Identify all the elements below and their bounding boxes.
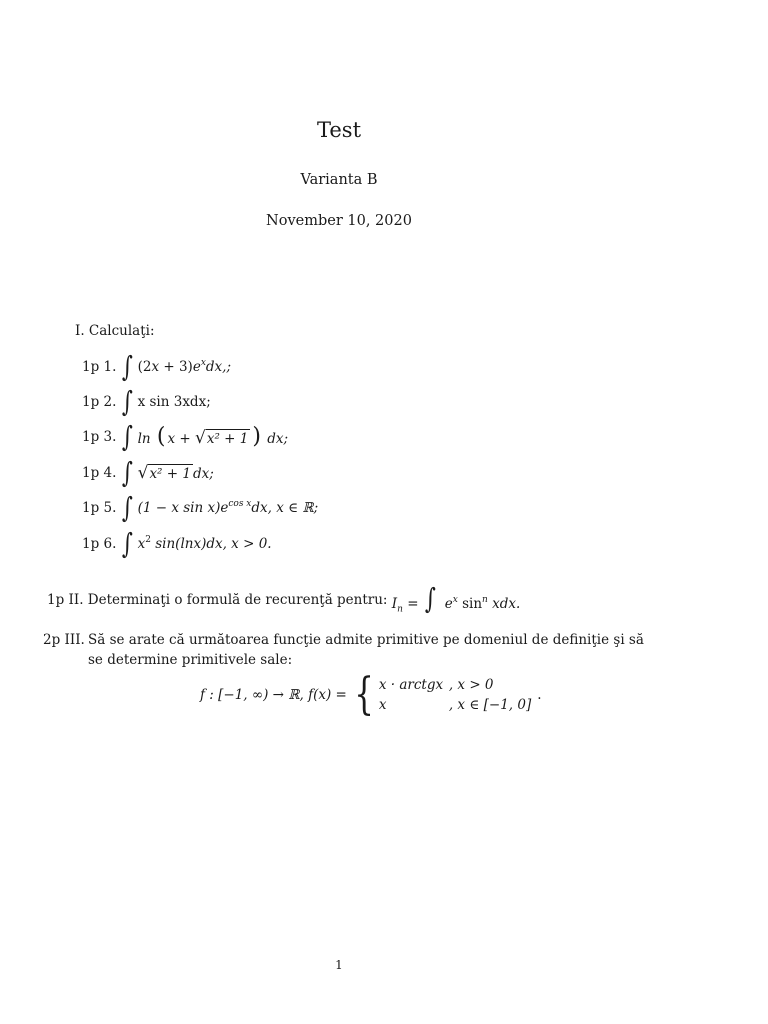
exercise-2 — [82, 387, 211, 417]
case-row: x , x ∈ [−1, 0] — [378, 697, 532, 713]
sqrt-icon: √ x² + 1 — [137, 463, 191, 484]
document-date: November 10, 2020 — [266, 213, 412, 229]
section-2-formula: $I_n$ = ∫ $e^x$ $\sin^n$ xdx. — [391, 582, 521, 616]
integral-sign-icon: ∫ — [121, 527, 133, 560]
exercise-1-points: 1p 1. — [82, 359, 117, 375]
page-number: 1 — [335, 958, 343, 972]
integral-sign-icon: ∫ — [121, 385, 133, 418]
exercise-4 — [82, 458, 214, 488]
exercise-6 — [82, 529, 272, 559]
exercise-5-points: 1p 5. — [82, 500, 117, 516]
right-paren-icon: ) — [252, 424, 261, 449]
section-3-text: Să se arate că următoarea funcţie admite primitive pe domeniul de definiţie şi să se determine primitivele sale: — [88, 632, 644, 668]
section-3 — [43, 630, 658, 670]
integral-sign-icon: ∫ — [121, 456, 133, 489]
integral-sign-icon: ∫ — [424, 582, 436, 616]
exercise-4-points: 1p 4. — [82, 465, 117, 481]
exercise-1 — [82, 352, 231, 382]
section-3-label: 2p III. — [43, 632, 85, 648]
exercise-2-expression: x sin 3xdx; — [137, 394, 211, 410]
function-definition — [200, 669, 542, 720]
document-title: Test — [316, 118, 362, 142]
exercise-1-expression: $(2x + 3)e^xdx$,; — [137, 358, 232, 375]
exercise-3-points: 1p 3. — [82, 429, 117, 445]
exercise-6-expression: $x^2$ sin(lnx)dx, x > 0. — [137, 535, 272, 552]
function-trailing: . — [537, 687, 542, 703]
section-2-label: 1p II. — [47, 592, 84, 608]
integral-sign-icon: ∫ — [121, 420, 133, 453]
function-lhs: f : [−1, ∞) → ℝ, f(x) = — [200, 687, 347, 703]
exercise-5-expression: (1 − x $\sin x)e^{cos x}dx$, x ∈ ℝ; — [137, 499, 319, 516]
exercise-6-points: 1p 6. — [82, 536, 117, 552]
section-1-title: I. Calculaţi: — [75, 323, 155, 339]
exercise-3-expression: ln ( x + √ x² + 1 ) dx; — [137, 424, 289, 449]
integral-sign-icon: ∫ — [121, 491, 133, 524]
exercise-2-points: 1p 2. — [82, 394, 117, 410]
exercise-4-expression: √ x² + 1 dx; — [137, 463, 214, 484]
document-subtitle: Varianta B — [300, 172, 378, 188]
integral-sign-icon: ∫ — [121, 350, 133, 383]
section-2-text: Determinaţi o formulă de recurenţă pentru: — [87, 592, 388, 608]
left-paren-icon: ( — [156, 424, 166, 449]
case-row: x · arctgx , x > 0 — [378, 677, 494, 693]
exercise-5 — [82, 493, 318, 523]
sqrt-icon: √ x² + 1 — [195, 428, 249, 448]
section-2 — [47, 582, 521, 616]
exercise-3 — [82, 422, 288, 452]
function-cases — [379, 675, 531, 715]
left-brace-icon: { — [354, 669, 374, 720]
